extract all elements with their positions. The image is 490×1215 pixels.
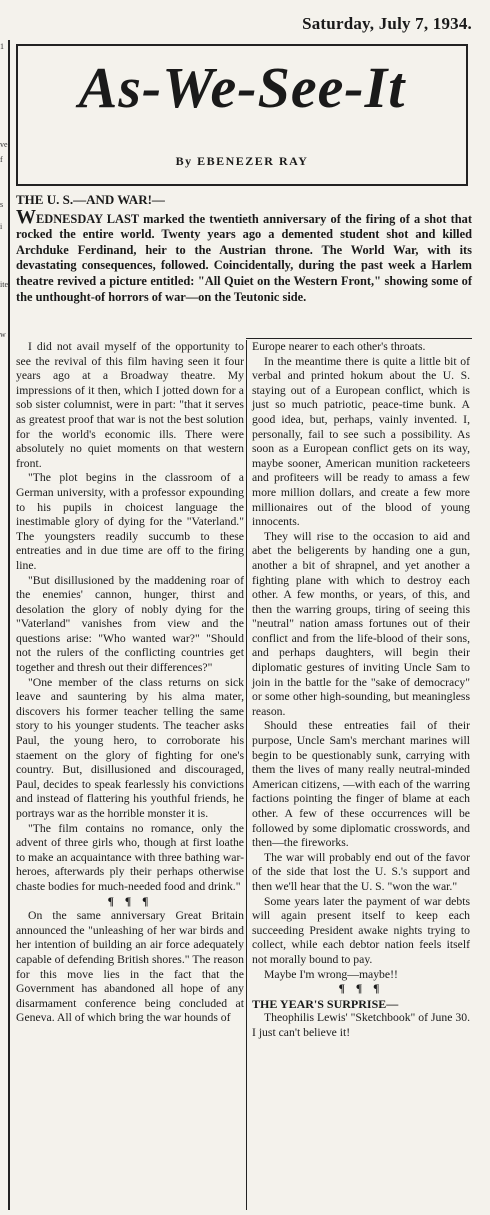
column-rule-top: [246, 338, 472, 339]
paragraph: Theophilis Lewis' "Sketchbook" of June 30. I just can't believe it!: [252, 1011, 470, 1039]
drop-cap: W: [16, 205, 36, 228]
paragraph: I did not avail myself of the opportunity to see the revival of this film having seen it four years ago at a Broadway theatre. My impressions of it then, which I jotted down for a sob sister columnist, were in part: "that it serves as greatest proof that war is not the best solution for the world's economic ills. There were absolutely no quiet moments on that western front.: [16, 340, 244, 470]
byline: By EBENEZER RAY: [175, 154, 309, 168]
column-left: [16, 340, 244, 1026]
column-right: [252, 340, 470, 1041]
lead-text: EDNESDAY LAST marked the twentieth anniversary of the firing of a shot that rocked the entire world. Twenty years ago a demented student shot and killed Archduke Ferdinand, heir to the Austrian throne. The World War, with its devastating consequences, followed. Coincidentally, during the past week a Harlem theatre revived a picture entitled: "All Quiet on the Western Front," showing some of the unthought-of horrors of war—on the Teutonic side.: [16, 211, 472, 304]
gutter-fragment: s: [0, 200, 4, 209]
paragraph: "The plot begins in the classroom of a German university, with a professor expounding to his pupils in choicest language the inestimable glory of dying for the "Vaterland." The youngsters readily succumb to these entreaties and in due time are off to the firing line.: [16, 471, 244, 572]
paragraph: The war will probably end out of the favor of the side that lost the U. S.'s support and then we'll hear that the U. S. "won the war.": [252, 850, 470, 893]
paragraph: "One member of the class returns on sick leave and sauntering by his alma mater, discovers his former teacher telling the same story to his younger students. The teacher asks Paul, the young hero, to corroborate his staement on the glory of fighting for one's country. But, disillusioned and discouraged, Paul, decides to speak fearlessly his convictions and instead of flattering his youthful friends, he portrays war as the horrible monster it is.: [16, 675, 244, 820]
paragraph: "But disillusioned by the maddening roar of the enemies' cannon, hunger, thirst and desolation the glory of nobly dying for the "Vaterland" vanishes from view and the questions arise: "Who wanted war?" "Should not the rulers of the conflicting countries get together and thresh out their differences?": [16, 573, 244, 675]
subheading: THE YEAR'S SURPRISE—: [252, 996, 399, 1011]
paragraph: Maybe I'm wrong—maybe!!: [264, 967, 398, 981]
section-marks: ¶ ¶ ¶: [338, 982, 384, 996]
lead-paragraph: [16, 192, 472, 305]
column-masthead: [16, 44, 468, 186]
lead-heading: THE U. S.—AND WAR!—: [16, 192, 165, 207]
paragraph: They will rise to the occasion to aid and abet the beligerents by handing one a gun, another a bit of shrapnel, and yet another a fighting plane with which to destroy each other. A few months, or years, of this, and then the warring groups, tiring of seeing this "neutral" nation amass fortunes out of their conflict and from the life-blood of their sons, and perhaps daughters, will begin their diplomatic gestures of inviting Uncle Sam to join in the battle for the "sake of democracy" or some other high-sounding, but meaningless reason.: [252, 529, 470, 718]
gutter-fragment: ve: [0, 140, 8, 149]
paragraph: In the meantime there is quite a little bit of verbal and printed hokum about the U. S. staying out of a European conflict, which is just so much patriotic, peace-time bunk. A good idea, but, perhaps, vainly invented. I, personally, fail to see such a possibility. As soon as a European conflict gets on its way, maybe sooner, American munition racketeers and profiteers will be ready to amass a few more million dollars, and create a few more millionaires out of the blood of young innocents.: [252, 354, 470, 529]
paragraph: Europe nearer to each other's throats.: [252, 340, 426, 353]
section-marks: ¶ ¶ ¶: [107, 894, 153, 908]
gutter-fragment: ite: [0, 280, 8, 289]
paragraph: Some years later the payment of war debts will again present itself to keep each succeeding President awake nights trying to collect, while each debtor nation feels itself not morally bound to pay.: [252, 894, 470, 966]
paragraph: Should these entreaties fail of their purpose, Uncle Sam's merchant marines will begin to be questionably sunk, carrying with them the lives of many really neutral-minded American citizens, —with each of the warring factions pointing the finger of blame at each other. A few of these occurrences will be followed by some diplomatic crosswords, and then—the fireworks.: [252, 719, 470, 850]
paragraph: "The film contains no romance, only the advent of three girls who, though at first loathe to make an acquaintance with three bathing war-heroes, afterwards ply their perhaps otherwise chaste bodies for much-needed food and drink.": [16, 821, 244, 893]
gutter-fragment: 1: [0, 42, 4, 51]
gutter-fragment: w: [0, 330, 6, 339]
gutter-fragment: i: [0, 222, 3, 231]
adjacent-column-edge: [0, 40, 10, 1210]
gutter-fragment: f: [0, 155, 3, 164]
column-divider: [246, 340, 247, 1210]
paragraph: On the same anniversary Great Britain announced the "unleashing of her war birds and her intention of building an air force adequately capable of defending British shores." The reason for this move lies in the fact that the Government has abandoned all hope of any disarmament conference being concluded at Geneva. All of which bring the war hounds of: [16, 909, 244, 1025]
column-title: As-We-See-It: [78, 55, 406, 120]
issue-date: Saturday, July 7, 1934.: [302, 14, 472, 33]
